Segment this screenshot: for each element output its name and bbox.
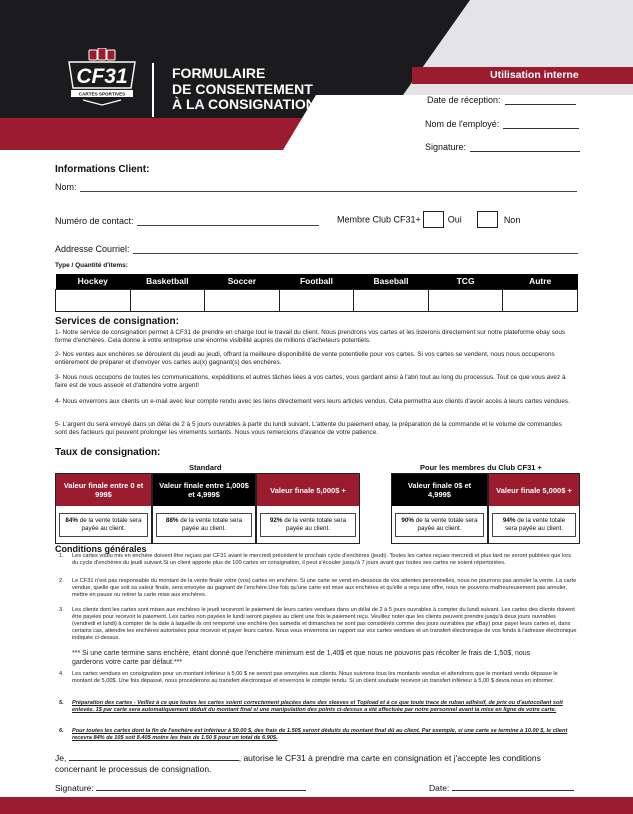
condition-1 xyxy=(59,553,577,567)
condition-4 xyxy=(59,671,577,685)
service-item-1: 1- Notre service de consignation permet à CF31 de prendre en charge tout le travail du client. Nous prendrons vos cartes et les listerons directement sur notre plateforme ebay sous forme d'enchères. Cela donne à votre entreprise une énorme visibilité auprès de millions d'acheteurs potentiels. xyxy=(55,329,566,345)
rate-club-1-title: Valeur finale 0$ et 4,999$ xyxy=(392,474,487,506)
standard-label: Standard xyxy=(189,463,222,472)
member-club-label: Membre Club CF31+ xyxy=(337,214,421,225)
condition-2 xyxy=(59,578,577,599)
client-signature-line[interactable] xyxy=(96,782,306,791)
type-header-baseball: Baseball xyxy=(354,274,429,289)
condition-4-text: Les cartes vendues en consignation pour un montant inférieur à 5,00 $ ne seront pas envoyées aux clients. Nous suivrons tous les montants vendus et attendrons que le montant vendu dépasse le montant de 5,00$. Une fois dépassé, nous procéderons au transfert électronique et enverrons le compte rendu. Si un client souhaite recevoir un transfert inférieur à 5,00 $ devra nous en informer. xyxy=(72,671,558,684)
rate-club-1-text: de la vente totale sera payée au client. xyxy=(415,516,478,532)
consent-text: , autorise le CF31 à prendre ma carte en consignation et j'accepte les conditions concernant le processus de consignation. xyxy=(55,753,541,774)
type-header-soccer: Soccer xyxy=(205,274,280,289)
date-label: Date: xyxy=(429,783,450,793)
rate-standard-3 xyxy=(256,473,360,544)
rate-club-2-title: Valeur finale 5,000$ + xyxy=(489,474,579,506)
types-label: Type / Quantité d'items: xyxy=(55,262,128,269)
contact-label: Numéro de contact: xyxy=(55,216,134,226)
title-line-3: À LA CONSIGNATION xyxy=(172,96,316,112)
logo-text: CF31 xyxy=(76,65,128,88)
email-field[interactable] xyxy=(55,244,578,254)
rate-standard-2-text: de la vente totale sera payée au client. xyxy=(180,516,243,532)
employee-name-line[interactable] xyxy=(503,128,579,129)
rate-standard-1-title: Valeur finale entre 0 et 999$ xyxy=(56,474,151,506)
rate-standard-3-pct: 92% xyxy=(269,516,283,524)
rate-club-2 xyxy=(488,473,580,544)
date-line[interactable] xyxy=(452,782,574,791)
conditions-heading: Conditions générales xyxy=(55,544,147,554)
type-qty-hockey[interactable] xyxy=(56,289,131,311)
type-qty-autre[interactable] xyxy=(503,289,578,311)
consent-statement xyxy=(55,752,575,775)
service-item-2: 2- Nos ventes aux enchères se déroulent du jeudi au jeudi, offrant la meilleure disponibilité de vente potentielle pour vos cartes. Si vos cartes se vendent, nous nous occuperons entièrement de préparer et d'envoyer vos cartes au(x) gagnant(s) des enchères. xyxy=(55,351,555,367)
rates-heading: Taux de consignation: xyxy=(55,447,161,458)
page-title xyxy=(172,66,316,113)
date-field[interactable] xyxy=(429,782,574,794)
no-bid-note: *** Si une carte termine sans enchère, étant donné que l'enchère minimum est de 1,40$ et que nous ne pouvons pas récolter le frais de 1,50$, nous garderons votre carte par défaut.*** xyxy=(72,650,531,666)
type-qty-basketball[interactable] xyxy=(130,289,205,311)
rate-standard-2-title: Valeur finale entre 1,000$ et 4,999$ xyxy=(153,474,255,506)
member-yes-checkbox[interactable] xyxy=(423,211,444,228)
consent-prefix: Je, xyxy=(55,753,67,763)
rate-standard-2 xyxy=(152,473,256,544)
member-yes-label: Oui xyxy=(447,214,462,225)
type-header-hockey: Hockey xyxy=(56,274,131,289)
condition-6-text: Pour toutes les cartes dont la fin de l'enchère est inférieur à 50.00 $, des frais de 1.50$ seront déduits du montant final dû au client. Par exemple, si une carte se termine à 10.00 $, le client recevra 84% de 10$ soit 8.40$ moins les frais de 1.50 $ pour un total de 6.90$. xyxy=(72,728,568,741)
type-qty-soccer[interactable] xyxy=(205,289,280,311)
header-divider xyxy=(152,63,154,117)
condition-1-number: 1. xyxy=(59,553,64,559)
type-header-autre: Autre xyxy=(503,274,578,289)
rate-standard-1-text: de la vente totale sera payée au client. xyxy=(79,516,142,532)
condition-6-number: 6. xyxy=(59,728,64,734)
title-line-2: DE CONSENTEMENT xyxy=(172,80,313,97)
member-no-label: Non xyxy=(503,214,521,225)
header-red-stripe xyxy=(0,118,330,150)
title-line-1: FORMULAIRE xyxy=(172,65,266,81)
contact-line[interactable] xyxy=(137,217,319,226)
condition-2-text: Le CF31 n'est pas responsable du montant de la vente finale votre (vos) cartes en enchère. Si une carte se vend en-dessous de vos attentes personnelles, nous ne pourrons pas annuler la vente. La carte vendue, quelle que soit sa valeur finale, sera envoyée au gagnant de l'enchère.Une fois qu'une carte est mise aux enchères et qu'elle a reçu une offre, nous ne pouvons malheureusement pas annuler, mettre en pause ou retirer la carte mise aux enchères. xyxy=(72,578,577,598)
condition-1-text: Les cartes voulu mis en enchère doivent être reçues par CF31 avant le mercredi précédent le prochain cycle d'enchères (jeudi). Toutes les cartes reçues mercredi et plus tard ne seront publiées que lors du cycle d'enchères du jeudi suivant.Si un client apporte plus de 100 cartes en consignation, il peut s'écouler jusqu'à 7 jours avant que toutes ses cartes ne soient répertoriées. xyxy=(72,553,572,566)
email-line[interactable] xyxy=(133,245,578,254)
logo-subtext: CARTES SPORTIVES xyxy=(78,91,126,97)
service-item-3: 3- Nous nous occupons de toutes les communications, expéditions et autres tâches liées à vos cartes, vous gardant ainsi à l'abri tout au long du processus. Tout ce que vous avez à faire est de vous asseoir et d'attendre votre argent! xyxy=(55,374,566,390)
rate-standard-3-text: de la vente totale sera payée au client. xyxy=(284,516,347,532)
condition-3 xyxy=(59,607,577,642)
member-club-field xyxy=(337,211,520,228)
rate-standard-2-pct: 88% xyxy=(165,516,179,524)
services-heading: Services de consignation: xyxy=(55,316,179,327)
condition-3-number: 3. xyxy=(59,607,64,613)
type-qty-baseball[interactable] xyxy=(354,289,429,311)
condition-5-number: 5. xyxy=(59,700,64,706)
internal-signature-label: Signature: xyxy=(425,142,467,152)
rate-standard-3-title: Valeur finale 5,000$ + xyxy=(257,474,359,506)
service-item-5: 5- L'argent du sera envoyé dans un délai de 2 à 5 jours ouvrables à partir du lundi suivant. L'attente du paiement ebay, la préparation de la commande et le volume de commandes sont des facteurs qui peuvent prolonger les virements sortants. Nous vous remercions d'avance de votre patience. xyxy=(55,421,562,437)
cf31-logo-icon xyxy=(63,48,141,106)
reception-date-line[interactable] xyxy=(505,104,576,105)
reception-date-label: Date de réception: xyxy=(427,95,501,105)
club-label: Pour les membres du Club CF31 + xyxy=(420,463,542,472)
employee-name-field[interactable] xyxy=(425,119,579,129)
reception-date-field[interactable] xyxy=(427,95,576,105)
condition-4-number: 4. xyxy=(59,671,64,677)
footer-bar xyxy=(0,797,633,814)
type-header-football: Football xyxy=(279,274,354,289)
item-types-table xyxy=(55,274,578,312)
rate-club-1 xyxy=(391,473,488,544)
condition-3-text: Les clients dont les cartes sont mises aux enchères le jeudi recevront le paiement de leurs cartes vendues dans un délai de 2 à 5 jours ouvrables à compter du lundi suivant. Les cartes des clients doivent être payées pour recevoir le paiement. Les cartes non payées le lundi seront payées au client une fois le paiement reçu. Veuillez noter que les clients peuvent prendre jusqu'à deux jours ouvrables (vendredi et lundi) à compter de la date à laquelle ils ont remporté une enchère (les samedis et dimanches ne sont pas considérés comme des jours ouvrables par eBay) pour payer leurs cartes et, dans certains cas, attendre les enchères autorisées pour recevoir et payer leurs cartes. Nous vous enverrons un rapport sur vos cartes vendues et un transfert électronique de vos fonds à l'adresse électronique indiquée ci-dessus. xyxy=(72,607,577,641)
type-header-tcg: TCG xyxy=(428,274,503,289)
client-info-heading: Informations Client: xyxy=(55,164,150,175)
client-signature-label: Signature: xyxy=(55,783,94,793)
type-header-basketball: Basketball xyxy=(130,274,205,289)
name-field[interactable] xyxy=(55,182,577,192)
name-line[interactable] xyxy=(80,183,577,192)
condition-5-text: Préparation des cartes - Veillez à ce que toutes les cartes soient correctement placées dans des sleeves et Topload et à ce que toute trace de ruban adhésif, de prix ou d'autocollant soit enlevée. 1$ par carte sera automatiquement déduit du montant final si une manipulation des points ci-dessus a été effectuée par notre personnel avant la mise en ligne de votre carte. xyxy=(72,700,563,713)
internal-use-banner: Utilisation interne xyxy=(412,67,633,84)
rate-standard-1-pct: 84% xyxy=(65,516,78,524)
rate-standard-1 xyxy=(55,473,152,544)
rate-club-2-text: de la vente totale sera payée au client. xyxy=(504,516,566,532)
rate-club-1-pct: 90% xyxy=(401,516,414,524)
internal-signature-field[interactable] xyxy=(425,142,580,152)
service-item-4: 4- Nous enverrons aux clients un e-mail avec leur compte rendu avec les liens directement vers leurs articles vendus. Cela permettra aux clients d'avoir accès à leurs cartes vendues. xyxy=(55,398,570,405)
client-signature-field[interactable] xyxy=(55,782,306,794)
type-qty-football[interactable] xyxy=(279,289,354,311)
contact-field[interactable] xyxy=(55,216,319,226)
condition-5 xyxy=(59,700,577,714)
internal-signature-line[interactable] xyxy=(470,151,580,152)
consent-name-line[interactable] xyxy=(69,752,239,761)
email-label: Addresse Courriel: xyxy=(55,244,130,254)
condition-2-number: 2. xyxy=(59,578,64,584)
condition-6 xyxy=(59,728,577,742)
type-qty-tcg[interactable] xyxy=(428,289,503,311)
employee-name-label: Nom de l'employé: xyxy=(425,119,500,129)
member-no-checkbox[interactable] xyxy=(477,211,498,228)
name-label: Nom: xyxy=(55,182,77,192)
rate-club-2-pct: 94% xyxy=(502,516,516,524)
